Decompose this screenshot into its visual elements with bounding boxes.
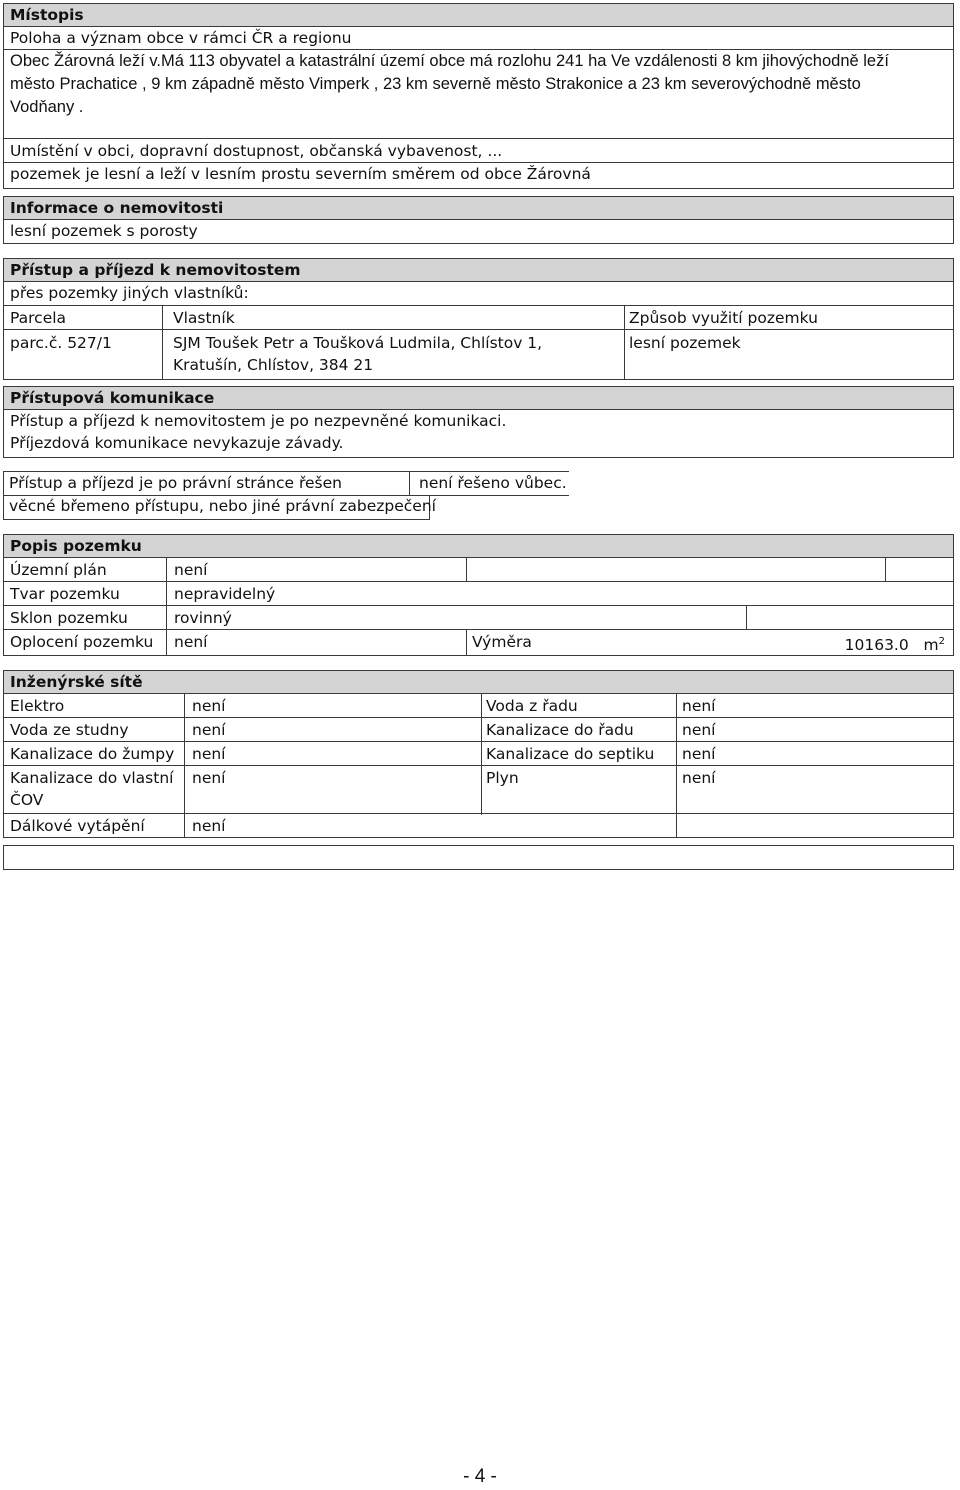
umisteni-label: Umístění v obci, dopravní dostupnost, občanská vybavenost, ...: [10, 142, 503, 160]
site-label-vlastni-cov-2: ČOV: [10, 791, 44, 809]
pristup-subtext: přes pozemky jiných vlastníků:: [10, 284, 249, 302]
site-value-voda-z-radu: není: [682, 697, 716, 715]
pristup-section: [3, 258, 954, 380]
site-value-voda-ze-studny: není: [192, 721, 226, 739]
pravni-note: věcné břemeno přístupu, nebo jiné právní zabezpečení: [9, 497, 436, 515]
site-section: [3, 670, 954, 838]
site-label-voda-ze-studny: Voda ze studny: [10, 721, 129, 739]
tvar-label: Tvar pozemku: [10, 585, 120, 603]
pravni-value: není řešeno vůbec.: [419, 474, 567, 492]
vymera-value: 10163.0: [844, 636, 909, 655]
vymera-unit-sup: 2: [938, 636, 945, 647]
site-label-vlastni-cov: Kanalizace do vlastní: [10, 769, 174, 787]
informace-text: lesní pozemek s porosty: [10, 222, 198, 240]
site-label-elektro: Elektro: [10, 697, 65, 715]
pravni-note-cell: [3, 495, 436, 520]
site-label-zumpa: Kanalizace do žumpy: [10, 745, 175, 763]
site-value-septik: není: [682, 745, 716, 763]
pristup-heading: Přístup a příjezd k nemovitostem: [4, 259, 953, 282]
uzemni-plan-label: Územní plán: [10, 561, 107, 579]
vymera-unit: m: [923, 636, 939, 655]
informace-section: [3, 196, 954, 244]
pravni-label: Přístup a příjezd je po právní stránce řešen: [9, 474, 342, 492]
komunikace-line2: Příjezdová komunikace nevykazuje závady.: [10, 434, 344, 452]
pravni-value-cell: [409, 471, 569, 496]
vymera-label: Výměra: [472, 633, 532, 651]
mistopis-text-line1: Obec Žárovná leží v.Má 113 obyvatel a katastrální území obce má rozlohu 241 ha Ve vzdálenosti 8 km jihovýchodně leží: [10, 52, 889, 70]
site-label-septik: Kanalizace do septiku: [486, 745, 655, 763]
row-parcela: parc.č. 527/1: [10, 334, 112, 352]
oploceni-label: Oplocení pozemku: [10, 633, 154, 651]
informace-heading: Informace o nemovitosti: [4, 197, 953, 220]
site-label-voda-z-radu: Voda z řadu: [486, 697, 578, 715]
site-value-dalkove-vytapeni: není: [192, 817, 226, 835]
popis-section: [3, 534, 954, 656]
oploceni-value: není: [174, 633, 208, 651]
row-vlastnik-1: SJM Toušek Petr a Toušková Ludmila, Chlístov 1,: [173, 334, 543, 352]
row-vyuziti: lesní pozemek: [629, 334, 741, 352]
row-vlastnik-2: Kratušín, Chlístov, 384 21: [173, 356, 374, 374]
sklon-value: rovinný: [174, 609, 232, 627]
col-vyuziti: Způsob využití pozemku: [629, 309, 818, 327]
vymera-amount: [845, 631, 945, 656]
col-vlastnik: Vlastník: [173, 309, 235, 327]
site-label-plyn: Plyn: [486, 769, 519, 787]
komunikace-line1: Přístup a příjezd k nemovitostem je po nezpevněné komunikaci.: [10, 412, 507, 430]
pravni-label-cell: [3, 471, 410, 496]
uzemni-plan-value: není: [174, 561, 208, 579]
col-parcela: Parcela: [10, 309, 67, 327]
komunikace-section: [3, 386, 954, 458]
mistopis-heading: Místopis: [4, 4, 953, 27]
site-heading: Inženýrské sítě: [4, 671, 953, 694]
site-value-elektro: není: [192, 697, 226, 715]
page-number: - 4 -: [463, 1466, 497, 1487]
mistopis-section: [3, 3, 954, 139]
umisteni-section: [3, 139, 954, 189]
mistopis-subheading: Poloha a význam obce v rámci ČR a regionu: [10, 29, 352, 47]
tvar-value: nepravidelný: [174, 585, 276, 603]
sklon-label: Sklon pozemku: [10, 609, 128, 627]
mistopis-text-line3: Vodňany .: [10, 98, 84, 116]
umisteni-text: pozemek je lesní a leží v lesním prostu severním směrem od obce Žárovná: [4, 162, 953, 185]
site-value-zumpa: není: [192, 745, 226, 763]
komunikace-heading: Přístupová komunikace: [4, 387, 953, 410]
site-value-vlastni-cov: není: [192, 769, 226, 787]
popis-heading: Popis pozemku: [4, 535, 953, 558]
site-label-kanalizace-do-radu: Kanalizace do řadu: [486, 721, 634, 739]
site-value-plyn: není: [682, 769, 716, 787]
site-value-kanalizace-do-radu: není: [682, 721, 716, 739]
site-label-dalkove-vytapeni: Dálkové vytápění: [10, 817, 145, 835]
empty-box: [3, 845, 954, 870]
mistopis-text-line2: město Prachatice , 9 km západně město Vimperk , 23 km severně město Strakonice a 23 km severovýchodně město: [10, 75, 861, 93]
